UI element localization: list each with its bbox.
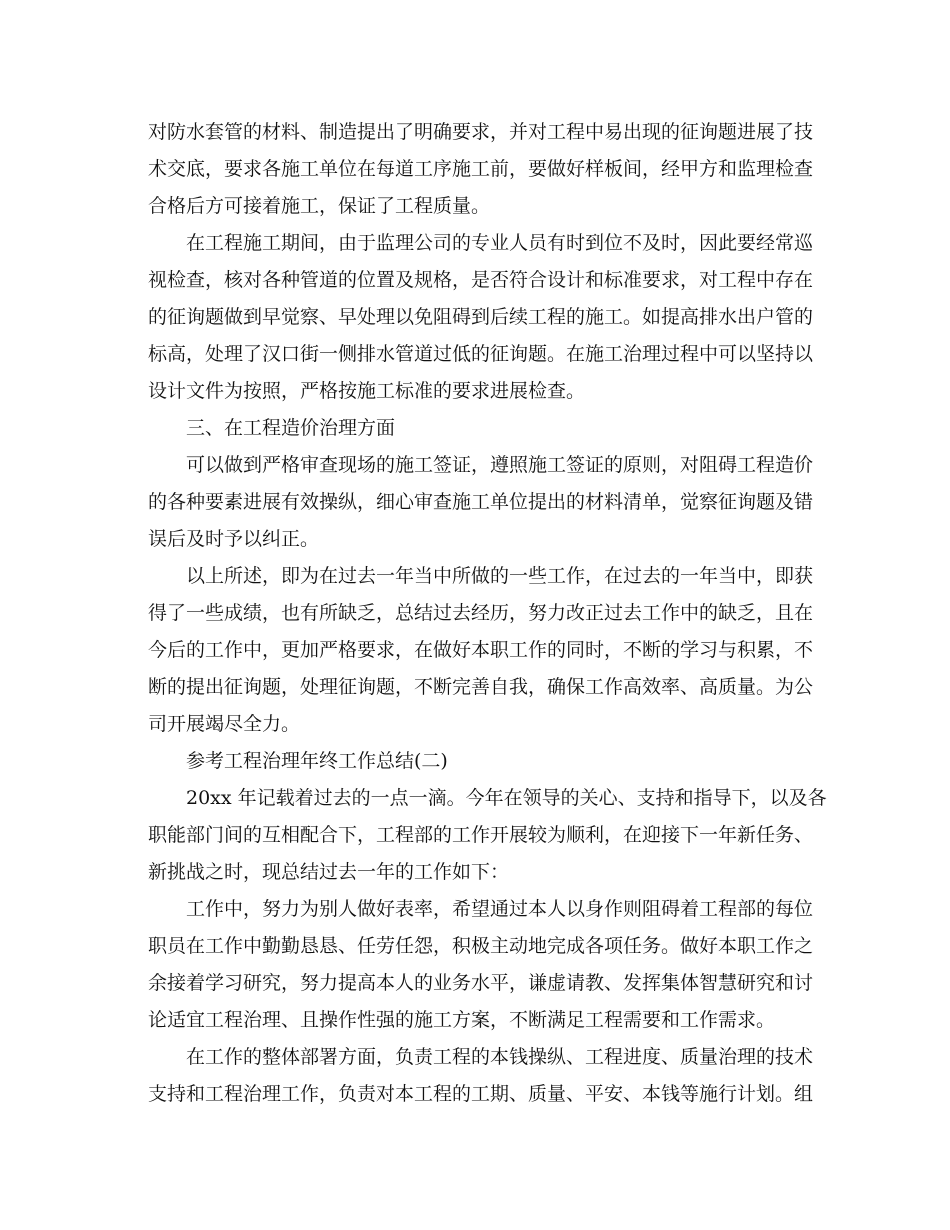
text-line: 术交底，要求各施工单位在每道工序施工前，要做好样板间，经甲方和监理检查 xyxy=(148,158,814,180)
text-line: 三、在工程造价治理方面 xyxy=(186,417,396,439)
text-line: 支持和工程治理工作，负责对本工程的工期、质量、平安、本钱等施行计划。组 xyxy=(148,1083,814,1105)
text-line: 的各种要素进展有效操纵，细心审查施工单位提出的材料清单，觉察征询题及错 xyxy=(148,491,814,513)
text-line: 职能部门间的互相配合下，工程部的工作开展较为顺利，在迎接下一年新任务、 xyxy=(148,824,814,846)
text-line: 20xx 年记载着过去的一点一滴。今年在领导的关心、支持和指导下，以及各 xyxy=(186,787,827,809)
text-line: 余接着学习研究，努力提高本人的业务水平，谦虚请教、发挥集体智慧研究和讨 xyxy=(148,972,814,994)
text-line: 职员在工作中勤勤恳恳、任劳任怨，积极主动地完成各项任务。做好本职工作之 xyxy=(148,935,814,957)
text-line: 工作中，努力为别人做好表率，希望通过本人以身作则阻碍着工程部的每位 xyxy=(186,898,814,920)
text-line: 断的提出征询题，处理征询题，不断完善自我，确保工作高效率、高质量。为公 xyxy=(148,676,814,698)
text-line: 对防水套管的材料、制造提出了明确要求，并对工程中易出现的征询题进展了技 xyxy=(148,121,814,143)
text-line: 视检查，核对各种管道的位置及规格，是否符合设计和标准要求，对工程中存在 xyxy=(148,269,814,291)
text-line: 合格后方可接着施工，保证了工程质量。 xyxy=(148,195,491,217)
text-line: 今后的工作中，更加严格要求，在做好本职工作的同时，不断的学习与积累，不 xyxy=(148,639,814,661)
text-line: 以上所述，即为在过去一年当中所做的一些工作，在过去的一年当中，即获 xyxy=(186,565,814,587)
text-line: 论适宜工程治理、且操作性强的施工方案，不断满足工程需要和工作需求。 xyxy=(148,1009,776,1031)
text-line: 的征询题做到早觉察、早处理以免阻碍到后续工程的施工。如提高排水出户管的 xyxy=(148,306,814,328)
text-line: 司开展竭尽全力。 xyxy=(148,713,301,735)
document-body xyxy=(148,114,827,1113)
text-line: 标高，处理了汉口街一侧排水管道过低的征询题。在施工治理过程中可以坚持以 xyxy=(148,343,814,365)
text-line: 新挑战之时，现总结过去一年的工作如下： xyxy=(148,861,510,883)
text-line: 误后及时予以纠正。 xyxy=(148,528,320,550)
text-line: 可以做到严格审查现场的施工签证，遵照施工签证的原则，对阻碍工程造价 xyxy=(186,454,814,476)
text-line: 参考工程治理年终工作总结(二) xyxy=(186,750,448,772)
text-line: 得了一些成绩，也有所缺乏，总结过去经历，努力改正过去工作中的缺乏，且在 xyxy=(148,602,814,624)
text-line: 在工程施工期间，由于监理公司的专业人员有时到位不及时，因此要经常巡 xyxy=(186,232,814,254)
text-line: 设计文件为按照，严格按施工标准的要求进展检查。 xyxy=(148,380,586,402)
text-line: 在工作的整体部署方面，负责工程的本钱操纵、工程进度、质量治理的技术 xyxy=(186,1046,814,1068)
